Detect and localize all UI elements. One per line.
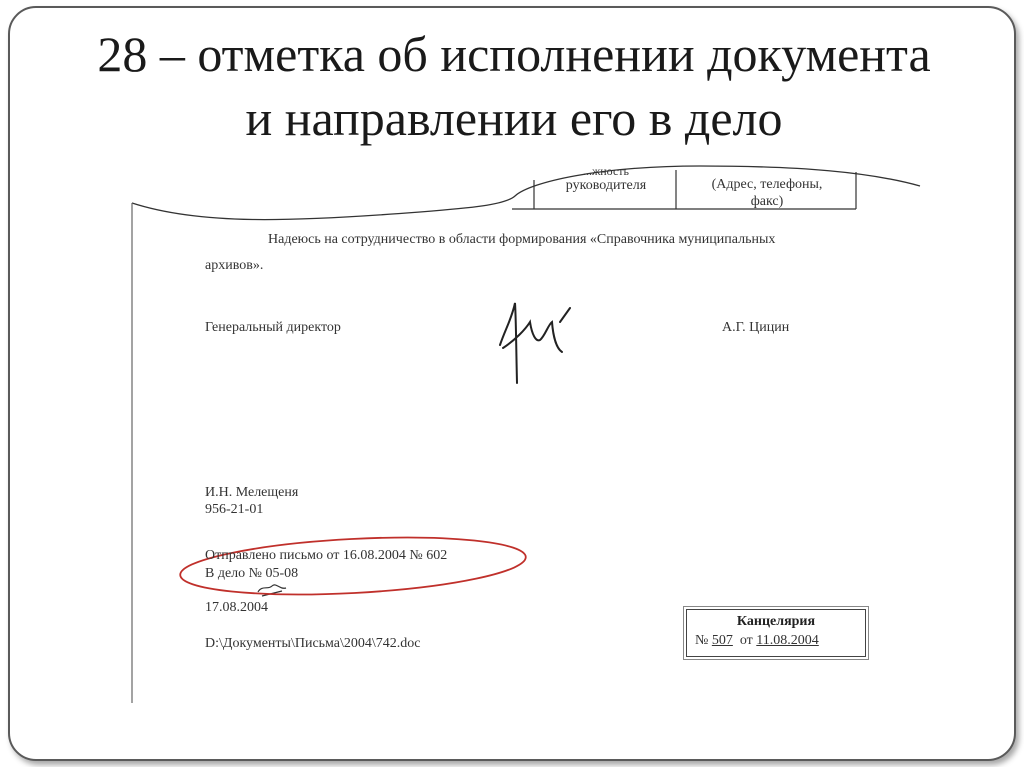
header-cell-position: ...жность руководителя xyxy=(565,166,647,193)
stamp-title: Канцелярия xyxy=(736,614,816,629)
executor-name: И.Н. Мелещеня xyxy=(205,485,299,500)
signatory-name: А.Г. Цицин xyxy=(722,320,790,335)
executor-phone: 956-21-01 xyxy=(205,502,264,517)
header-cell-address: (Адрес, телефоны, факс) xyxy=(711,177,823,209)
signature xyxy=(500,303,570,383)
title-line-2: и направлении его в дело xyxy=(245,90,783,146)
execution-mark-line-2: В дело № 05-08 xyxy=(205,566,299,581)
registration-stamp xyxy=(686,609,866,657)
stamp-date: 11.08.2004 xyxy=(756,633,819,648)
stamp-registration-line: № 507 от 11.08.2004 xyxy=(695,633,819,648)
execution-mark-line-1: Отправлено письмо от 16.08.2004 № 602 xyxy=(205,548,448,563)
execution-mark-date: 17.08.2004 xyxy=(205,600,268,615)
body-line-2: архивов». xyxy=(205,258,264,273)
file-path: D:\Документы\Письма\2004\742.doc xyxy=(205,636,421,651)
stamp-number: 507 xyxy=(711,633,733,648)
title-line-1: 28 – отметка об исполнении документа xyxy=(97,26,931,82)
signatory-position: Генеральный директор xyxy=(205,320,341,335)
body-line-1: Надеюсь на сотрудничество в области формирования «Справочника муниципальных xyxy=(268,232,776,247)
